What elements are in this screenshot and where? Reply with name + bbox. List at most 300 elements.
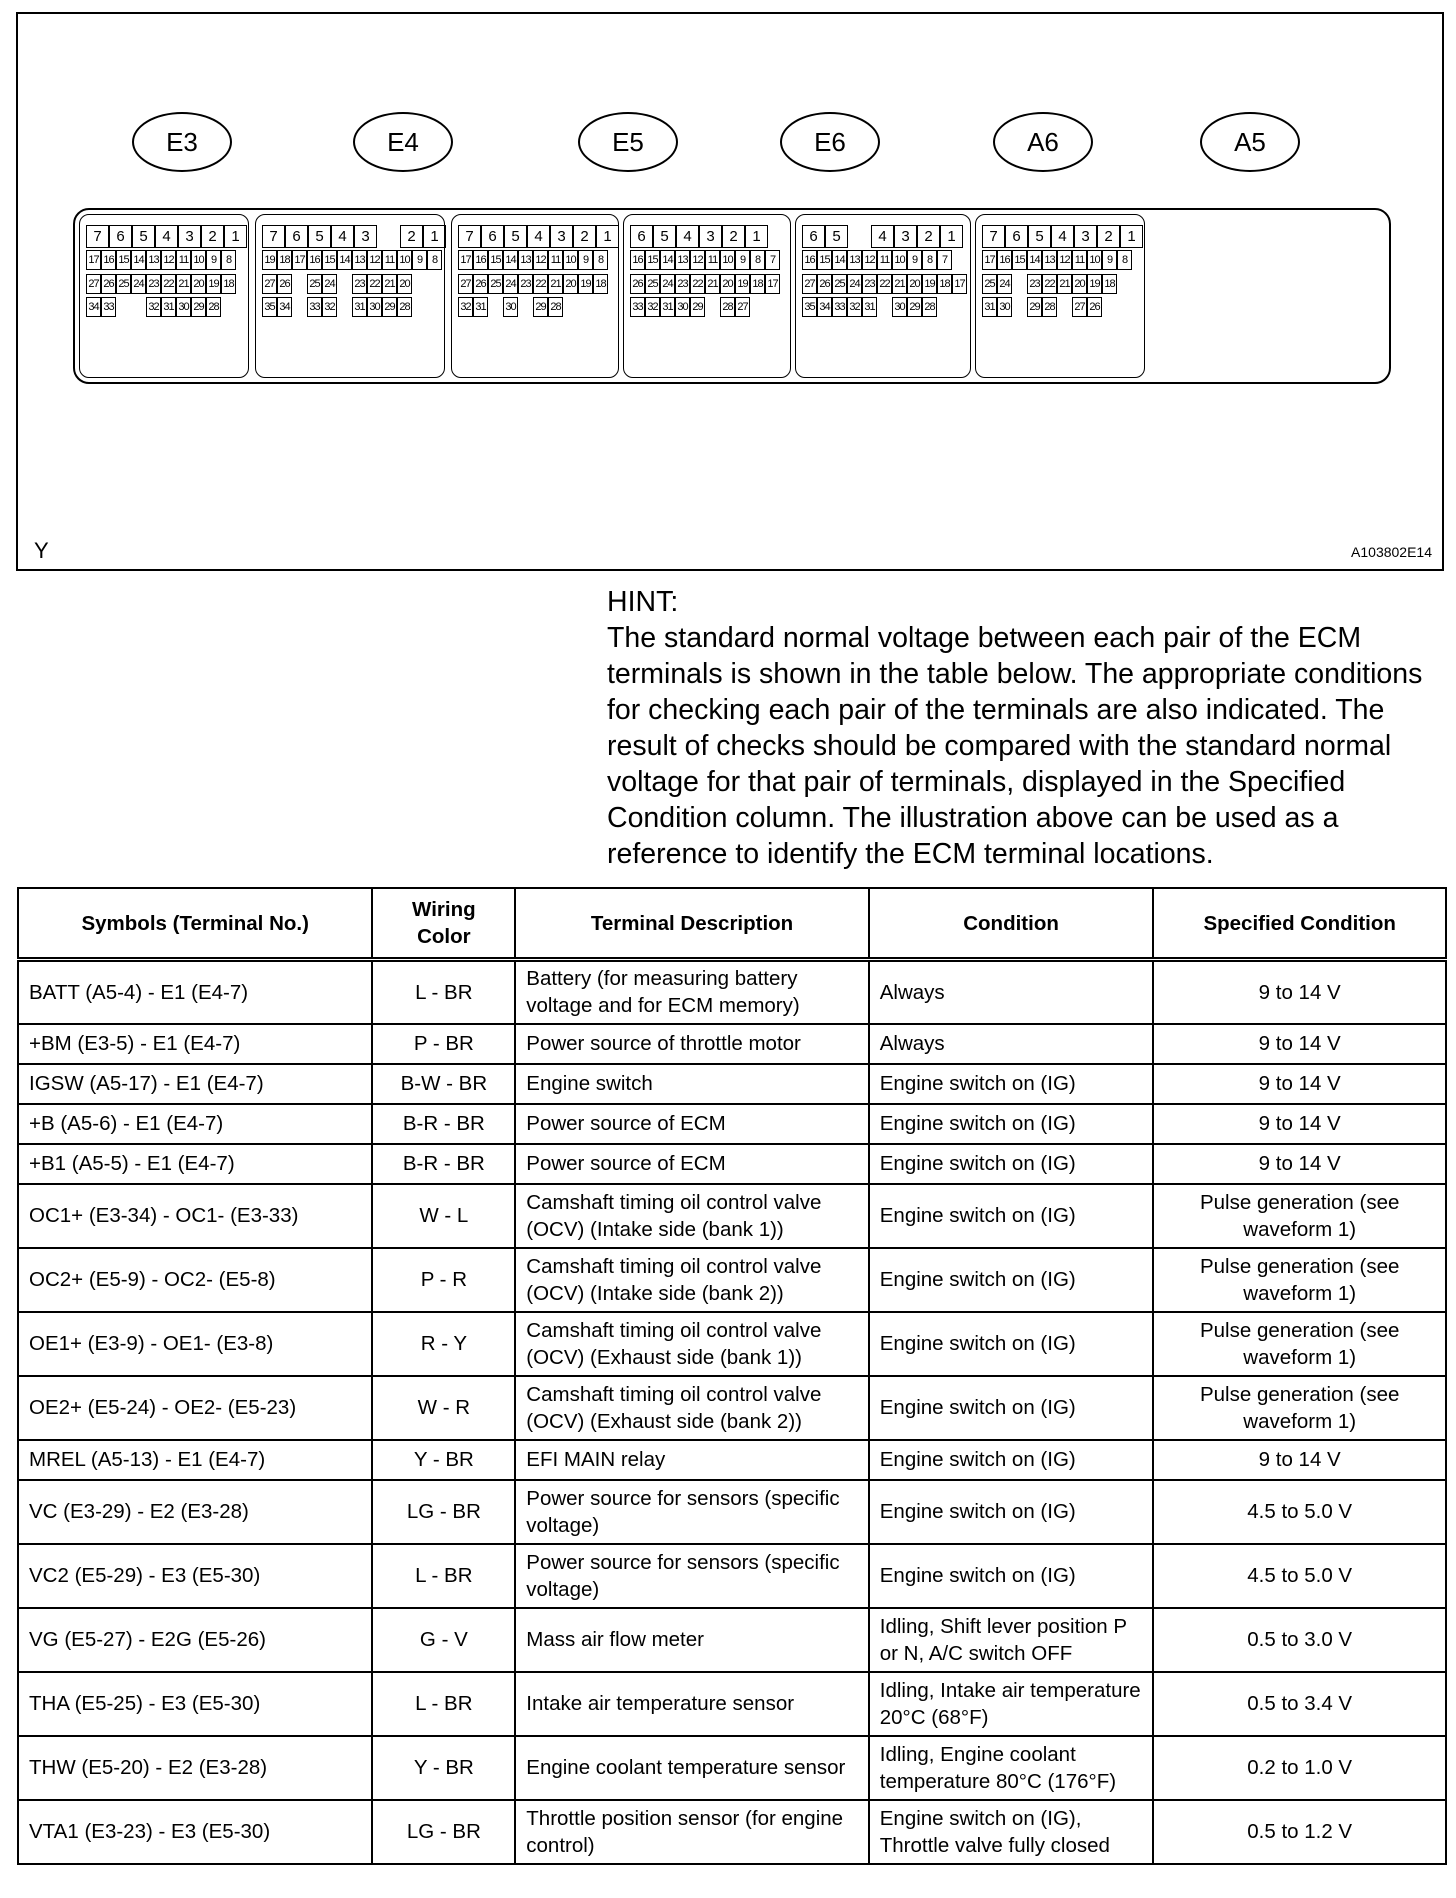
pin: 11 bbox=[176, 250, 191, 270]
pin-row bbox=[262, 250, 442, 270]
pin: 23 bbox=[352, 274, 367, 294]
pin: 8 bbox=[922, 250, 937, 270]
pin: 30 bbox=[503, 297, 518, 317]
pin: 8 bbox=[427, 250, 442, 270]
pin: 31 bbox=[352, 297, 367, 317]
cell-terminal-description: Intake air temperature sensor bbox=[515, 1672, 868, 1736]
pin: 23 bbox=[862, 274, 877, 294]
pin: 3 bbox=[699, 225, 722, 248]
pin: 22 bbox=[533, 274, 548, 294]
pin-row bbox=[630, 250, 780, 270]
pin: 26 bbox=[473, 274, 488, 294]
pin: 24 bbox=[322, 274, 337, 294]
pin: 3 bbox=[894, 225, 917, 248]
pin: 20 bbox=[720, 274, 735, 294]
pin bbox=[337, 297, 352, 317]
table-row bbox=[18, 1144, 1446, 1184]
pin: 5 bbox=[308, 225, 331, 248]
pin bbox=[488, 297, 503, 317]
figure-code: A103802E14 bbox=[1351, 544, 1432, 560]
pin: 29 bbox=[1027, 297, 1042, 317]
pin bbox=[377, 225, 400, 248]
cell-condition: Idling, Intake air temperature 20°C (68°F) bbox=[869, 1672, 1154, 1736]
pin: 29 bbox=[191, 297, 206, 317]
pin: 29 bbox=[382, 297, 397, 317]
cell-symbols: VG (E5-27) - E2G (E5-26) bbox=[18, 1608, 372, 1672]
pin: 19 bbox=[1087, 274, 1102, 294]
cell-wiring-color: LG - BR bbox=[372, 1800, 515, 1864]
pin: 35 bbox=[802, 297, 817, 317]
pin: 12 bbox=[862, 250, 877, 270]
pin: 6 bbox=[285, 225, 308, 248]
table-row bbox=[18, 1104, 1446, 1144]
cell-terminal-description: Power source for sensors (specific voltage) bbox=[515, 1480, 868, 1544]
pin: 4 bbox=[527, 225, 550, 248]
pin-row bbox=[262, 274, 412, 294]
pin: 1 bbox=[423, 225, 446, 248]
pin: 25 bbox=[116, 274, 131, 294]
cell-terminal-description: Battery (for measuring battery voltage and for ECM memory) bbox=[515, 960, 868, 1024]
cell-terminal-description: Camshaft timing oil control valve (OCV) (Intake side (bank 1)) bbox=[515, 1184, 868, 1248]
cell-wiring-color: L - BR bbox=[372, 1544, 515, 1608]
pin: 19 bbox=[206, 274, 221, 294]
connector-block bbox=[79, 214, 249, 378]
pin: 34 bbox=[817, 297, 832, 317]
pin: 33 bbox=[101, 297, 116, 317]
connector-block bbox=[451, 214, 619, 378]
pin: 14 bbox=[503, 250, 518, 270]
table-row bbox=[18, 1440, 1446, 1480]
pin: 25 bbox=[982, 274, 997, 294]
pin: 30 bbox=[997, 297, 1012, 317]
terminal-spec-table bbox=[17, 887, 1447, 1865]
pin: 9 bbox=[206, 250, 221, 270]
pin: 5 bbox=[653, 225, 676, 248]
pin: 2 bbox=[400, 225, 423, 248]
pin bbox=[337, 274, 352, 294]
pin: 16 bbox=[997, 250, 1012, 270]
cell-condition: Engine switch on (IG) bbox=[869, 1312, 1154, 1376]
pin bbox=[292, 297, 307, 317]
pin: 25 bbox=[832, 274, 847, 294]
cell-wiring-color: B-R - BR bbox=[372, 1144, 515, 1184]
pin: 4 bbox=[331, 225, 354, 248]
cell-wiring-color: B-R - BR bbox=[372, 1104, 515, 1144]
cell-condition: Engine switch on (IG) bbox=[869, 1064, 1154, 1104]
pin: 11 bbox=[382, 250, 397, 270]
cell-specified-condition: 0.5 to 3.4 V bbox=[1153, 1672, 1446, 1736]
connector-label-e6: E6 bbox=[780, 112, 880, 172]
connector-label-a5: A5 bbox=[1200, 112, 1300, 172]
pin: 14 bbox=[337, 250, 352, 270]
cell-specified-condition: 9 to 14 V bbox=[1153, 1440, 1446, 1480]
cell-symbols: THW (E5-20) - E2 (E3-28) bbox=[18, 1736, 372, 1800]
connector-label-e3: E3 bbox=[132, 112, 232, 172]
pin: 4 bbox=[155, 225, 178, 248]
pin: 10 bbox=[720, 250, 735, 270]
pin bbox=[1012, 297, 1027, 317]
pin: 11 bbox=[877, 250, 892, 270]
pin: 28 bbox=[720, 297, 735, 317]
pin: 17 bbox=[292, 250, 307, 270]
cell-condition: Engine switch on (IG) bbox=[869, 1184, 1154, 1248]
pin: 14 bbox=[660, 250, 675, 270]
pin: 12 bbox=[367, 250, 382, 270]
pin: 10 bbox=[563, 250, 578, 270]
pin: 34 bbox=[277, 297, 292, 317]
cell-condition: Engine switch on (IG) bbox=[869, 1544, 1154, 1608]
cell-symbols: BATT (A5-4) - E1 (E4-7) bbox=[18, 960, 372, 1024]
pin: 18 bbox=[1102, 274, 1117, 294]
cell-specified-condition: Pulse generation (see waveform 1) bbox=[1153, 1376, 1446, 1440]
cell-wiring-color: LG - BR bbox=[372, 1480, 515, 1544]
pin: 9 bbox=[735, 250, 750, 270]
pin: 26 bbox=[101, 274, 116, 294]
pin: 26 bbox=[1087, 297, 1102, 317]
pin: 29 bbox=[907, 297, 922, 317]
pin: 17 bbox=[765, 274, 780, 294]
pin: 1 bbox=[224, 225, 247, 248]
cell-specified-condition: Pulse generation (see waveform 1) bbox=[1153, 1312, 1446, 1376]
pin: 15 bbox=[817, 250, 832, 270]
cell-terminal-description: Camshaft timing oil control valve (OCV) (Exhaust side (bank 1)) bbox=[515, 1312, 868, 1376]
cell-symbols: VC2 (E5-29) - E3 (E5-30) bbox=[18, 1544, 372, 1608]
pin: 24 bbox=[847, 274, 862, 294]
table-row bbox=[18, 1480, 1446, 1544]
table-row bbox=[18, 1736, 1446, 1800]
pin: 5 bbox=[1028, 225, 1051, 248]
cell-wiring-color: Y - BR bbox=[372, 1736, 515, 1800]
pin: 21 bbox=[382, 274, 397, 294]
pin: 20 bbox=[563, 274, 578, 294]
corner-mark: Y bbox=[34, 538, 49, 563]
pin: 6 bbox=[802, 225, 825, 248]
cell-specified-condition: 0.5 to 1.2 V bbox=[1153, 1800, 1446, 1864]
pin: 2 bbox=[722, 225, 745, 248]
cell-specified-condition: 0.5 to 3.0 V bbox=[1153, 1608, 1446, 1672]
connector-block bbox=[795, 214, 971, 378]
pin-row bbox=[630, 274, 780, 294]
pin: 16 bbox=[802, 250, 817, 270]
pin-row bbox=[630, 225, 768, 248]
pin-row bbox=[458, 297, 563, 317]
pin: 19 bbox=[922, 274, 937, 294]
pin: 17 bbox=[982, 250, 997, 270]
pin: 33 bbox=[307, 297, 322, 317]
pin: 2 bbox=[201, 225, 224, 248]
header-symbols: Symbols (Terminal No.) bbox=[18, 888, 372, 960]
table-row bbox=[18, 1800, 1446, 1864]
pin: 31 bbox=[862, 297, 877, 317]
table-row bbox=[18, 960, 1446, 1024]
pin bbox=[292, 274, 307, 294]
cell-symbols: VTA1 (E3-23) - E3 (E5-30) bbox=[18, 1800, 372, 1864]
pin: 3 bbox=[354, 225, 377, 248]
cell-condition: Always bbox=[869, 1024, 1154, 1064]
pin: 21 bbox=[548, 274, 563, 294]
pin-row bbox=[86, 297, 221, 317]
pin: 13 bbox=[518, 250, 533, 270]
pin-row bbox=[802, 225, 963, 248]
pin: 7 bbox=[937, 250, 952, 270]
cell-wiring-color: P - R bbox=[372, 1248, 515, 1312]
cell-specified-condition: 4.5 to 5.0 V bbox=[1153, 1480, 1446, 1544]
pin-row bbox=[982, 297, 1102, 317]
pin: 9 bbox=[412, 250, 427, 270]
pin: 32 bbox=[322, 297, 337, 317]
cell-symbols: VC (E3-29) - E2 (E3-28) bbox=[18, 1480, 372, 1544]
header-terminal-description: Terminal Description bbox=[515, 888, 868, 960]
pin-row bbox=[802, 274, 967, 294]
pin: 31 bbox=[161, 297, 176, 317]
connector-block bbox=[255, 214, 445, 378]
cell-symbols: OE2+ (E5-24) - OE2- (E5-23) bbox=[18, 1376, 372, 1440]
table-row bbox=[18, 1608, 1446, 1672]
pin: 5 bbox=[504, 225, 527, 248]
pin: 2 bbox=[573, 225, 596, 248]
pin: 16 bbox=[473, 250, 488, 270]
pin: 12 bbox=[533, 250, 548, 270]
pin: 8 bbox=[1117, 250, 1132, 270]
table-row bbox=[18, 1184, 1446, 1248]
connector-block bbox=[975, 214, 1145, 378]
cell-terminal-description: Mass air flow meter bbox=[515, 1608, 868, 1672]
cell-wiring-color: W - R bbox=[372, 1376, 515, 1440]
cell-symbols: OC1+ (E3-34) - OC1- (E3-33) bbox=[18, 1184, 372, 1248]
table-row bbox=[18, 1024, 1446, 1064]
table-row bbox=[18, 1544, 1446, 1608]
connector-label-e5: E5 bbox=[578, 112, 678, 172]
pin: 10 bbox=[397, 250, 412, 270]
pin: 28 bbox=[206, 297, 221, 317]
pin-row bbox=[982, 250, 1132, 270]
cell-terminal-description: Engine coolant temperature sensor bbox=[515, 1736, 868, 1800]
cell-symbols: +B (A5-6) - E1 (E4-7) bbox=[18, 1104, 372, 1144]
cell-condition: Engine switch on (IG) bbox=[869, 1480, 1154, 1544]
pin: 26 bbox=[277, 274, 292, 294]
header-wiring-color: Wiring Color bbox=[372, 888, 515, 960]
cell-specified-condition: 9 to 14 V bbox=[1153, 1024, 1446, 1064]
pin: 18 bbox=[221, 274, 236, 294]
connector-block bbox=[623, 214, 791, 378]
pin: 32 bbox=[458, 297, 473, 317]
cell-condition: Engine switch on (IG) bbox=[869, 1248, 1154, 1312]
pin: 3 bbox=[178, 225, 201, 248]
table-row bbox=[18, 1312, 1446, 1376]
cell-terminal-description: EFI MAIN relay bbox=[515, 1440, 868, 1480]
pin: 10 bbox=[191, 250, 206, 270]
pin: 19 bbox=[262, 250, 277, 270]
pin: 27 bbox=[735, 297, 750, 317]
pin bbox=[518, 297, 533, 317]
pin: 20 bbox=[1072, 274, 1087, 294]
cell-wiring-color: G - V bbox=[372, 1608, 515, 1672]
pin: 13 bbox=[1042, 250, 1057, 270]
pin: 5 bbox=[132, 225, 155, 248]
pin: 30 bbox=[892, 297, 907, 317]
pin: 31 bbox=[660, 297, 675, 317]
pin bbox=[1057, 297, 1072, 317]
pin: 20 bbox=[191, 274, 206, 294]
pin-row bbox=[86, 225, 247, 248]
pin: 21 bbox=[1057, 274, 1072, 294]
pin: 22 bbox=[367, 274, 382, 294]
cell-condition: Engine switch on (IG) bbox=[869, 1376, 1154, 1440]
pin: 11 bbox=[1072, 250, 1087, 270]
cell-symbols: THA (E5-25) - E3 (E5-30) bbox=[18, 1672, 372, 1736]
table-body bbox=[18, 960, 1446, 1864]
pin: 6 bbox=[630, 225, 653, 248]
cell-condition: Engine switch on (IG), Throttle valve fully closed bbox=[869, 1800, 1154, 1864]
pin: 8 bbox=[221, 250, 236, 270]
pin: 1 bbox=[596, 225, 619, 248]
pin: 22 bbox=[690, 274, 705, 294]
pin: 13 bbox=[352, 250, 367, 270]
cell-wiring-color: L - BR bbox=[372, 960, 515, 1024]
cell-terminal-description: Power source of throttle motor bbox=[515, 1024, 868, 1064]
cell-condition: Engine switch on (IG) bbox=[869, 1440, 1154, 1480]
pin: 24 bbox=[503, 274, 518, 294]
pin: 24 bbox=[997, 274, 1012, 294]
pin: 32 bbox=[146, 297, 161, 317]
header-specified-condition: Specified Condition bbox=[1153, 888, 1446, 960]
pin-row bbox=[262, 225, 446, 248]
pin: 22 bbox=[877, 274, 892, 294]
connector-label-e4: E4 bbox=[353, 112, 453, 172]
ecm-connector-housing bbox=[73, 208, 1391, 384]
pin: 23 bbox=[146, 274, 161, 294]
pin: 12 bbox=[161, 250, 176, 270]
pin: 1 bbox=[940, 225, 963, 248]
pin: 1 bbox=[745, 225, 768, 248]
pin: 10 bbox=[892, 250, 907, 270]
pin: 12 bbox=[690, 250, 705, 270]
pin: 17 bbox=[952, 274, 967, 294]
cell-wiring-color: Y - BR bbox=[372, 1440, 515, 1480]
pin: 18 bbox=[277, 250, 292, 270]
pin: 8 bbox=[750, 250, 765, 270]
pin: 7 bbox=[765, 250, 780, 270]
pin: 10 bbox=[1087, 250, 1102, 270]
pin: 13 bbox=[675, 250, 690, 270]
pin: 16 bbox=[307, 250, 322, 270]
cell-wiring-color: B-W - BR bbox=[372, 1064, 515, 1104]
ecm-connector-diagram bbox=[16, 12, 1444, 571]
pin: 27 bbox=[86, 274, 101, 294]
pin: 17 bbox=[86, 250, 101, 270]
cell-condition: Idling, Shift lever position P or N, A/C switch OFF bbox=[869, 1608, 1154, 1672]
pin: 28 bbox=[397, 297, 412, 317]
pin: 14 bbox=[832, 250, 847, 270]
pin: 34 bbox=[86, 297, 101, 317]
connector-label-a6: A6 bbox=[993, 112, 1093, 172]
pin: 20 bbox=[397, 274, 412, 294]
pin: 22 bbox=[161, 274, 176, 294]
pin: 32 bbox=[847, 297, 862, 317]
pin: 8 bbox=[593, 250, 608, 270]
pin: 13 bbox=[146, 250, 161, 270]
cell-condition: Engine switch on (IG) bbox=[869, 1144, 1154, 1184]
pin: 23 bbox=[1027, 274, 1042, 294]
table-row bbox=[18, 1248, 1446, 1312]
pin: 9 bbox=[907, 250, 922, 270]
cell-terminal-description: Power source for sensors (specific voltage) bbox=[515, 1544, 868, 1608]
pin-row bbox=[86, 274, 236, 294]
pin-row bbox=[630, 297, 750, 317]
pin: 19 bbox=[578, 274, 593, 294]
pin-row bbox=[982, 225, 1143, 248]
pin: 15 bbox=[645, 250, 660, 270]
pin: 26 bbox=[817, 274, 832, 294]
pin: 27 bbox=[802, 274, 817, 294]
pin: 27 bbox=[1072, 297, 1087, 317]
pin: 7 bbox=[86, 225, 109, 248]
pin: 3 bbox=[1074, 225, 1097, 248]
cell-specified-condition: 4.5 to 5.0 V bbox=[1153, 1544, 1446, 1608]
hint-block bbox=[607, 584, 1447, 872]
cell-condition: Engine switch on (IG) bbox=[869, 1104, 1154, 1144]
pin: 7 bbox=[262, 225, 285, 248]
cell-terminal-description: Camshaft timing oil control valve (OCV) (Exhaust side (bank 2)) bbox=[515, 1376, 868, 1440]
pin: 28 bbox=[922, 297, 937, 317]
cell-specified-condition: Pulse generation (see waveform 1) bbox=[1153, 1184, 1446, 1248]
cell-condition: Always bbox=[869, 960, 1154, 1024]
cell-symbols: IGSW (A5-17) - E1 (E4-7) bbox=[18, 1064, 372, 1104]
pin: 6 bbox=[109, 225, 132, 248]
cell-specified-condition: 9 to 14 V bbox=[1153, 1104, 1446, 1144]
table-row bbox=[18, 1376, 1446, 1440]
cell-terminal-description: Throttle position sensor (for engine control) bbox=[515, 1800, 868, 1864]
table-row bbox=[18, 1064, 1446, 1104]
pin: 29 bbox=[690, 297, 705, 317]
cell-wiring-color: R - Y bbox=[372, 1312, 515, 1376]
cell-specified-condition: 9 to 14 V bbox=[1153, 1144, 1446, 1184]
pin-row bbox=[458, 274, 608, 294]
pin: 25 bbox=[307, 274, 322, 294]
pin bbox=[705, 297, 720, 317]
pin: 14 bbox=[1027, 250, 1042, 270]
pin: 24 bbox=[131, 274, 146, 294]
pin-row bbox=[458, 250, 608, 270]
cell-terminal-description: Power source of ECM bbox=[515, 1144, 868, 1184]
cell-condition: Idling, Engine coolant temperature 80°C (176°F) bbox=[869, 1736, 1154, 1800]
pin: 21 bbox=[176, 274, 191, 294]
pin: 20 bbox=[907, 274, 922, 294]
pin: 14 bbox=[131, 250, 146, 270]
pin: 6 bbox=[1005, 225, 1028, 248]
pin: 25 bbox=[645, 274, 660, 294]
pin: 23 bbox=[675, 274, 690, 294]
cell-symbols: OE1+ (E3-9) - OE1- (E3-8) bbox=[18, 1312, 372, 1376]
pin: 7 bbox=[982, 225, 1005, 248]
pin: 31 bbox=[982, 297, 997, 317]
pin: 26 bbox=[630, 274, 645, 294]
header-condition: Condition bbox=[869, 888, 1154, 960]
pin: 2 bbox=[917, 225, 940, 248]
cell-symbols: +B1 (A5-5) - E1 (E4-7) bbox=[18, 1144, 372, 1184]
pin: 19 bbox=[735, 274, 750, 294]
cell-wiring-color: L - BR bbox=[372, 1672, 515, 1736]
pin: 7 bbox=[458, 225, 481, 248]
pin: 18 bbox=[750, 274, 765, 294]
pin-row bbox=[802, 297, 937, 317]
pin: 4 bbox=[871, 225, 894, 248]
pin: 5 bbox=[825, 225, 848, 248]
pin: 4 bbox=[676, 225, 699, 248]
pin: 28 bbox=[1042, 297, 1057, 317]
pin: 15 bbox=[116, 250, 131, 270]
pin: 16 bbox=[101, 250, 116, 270]
